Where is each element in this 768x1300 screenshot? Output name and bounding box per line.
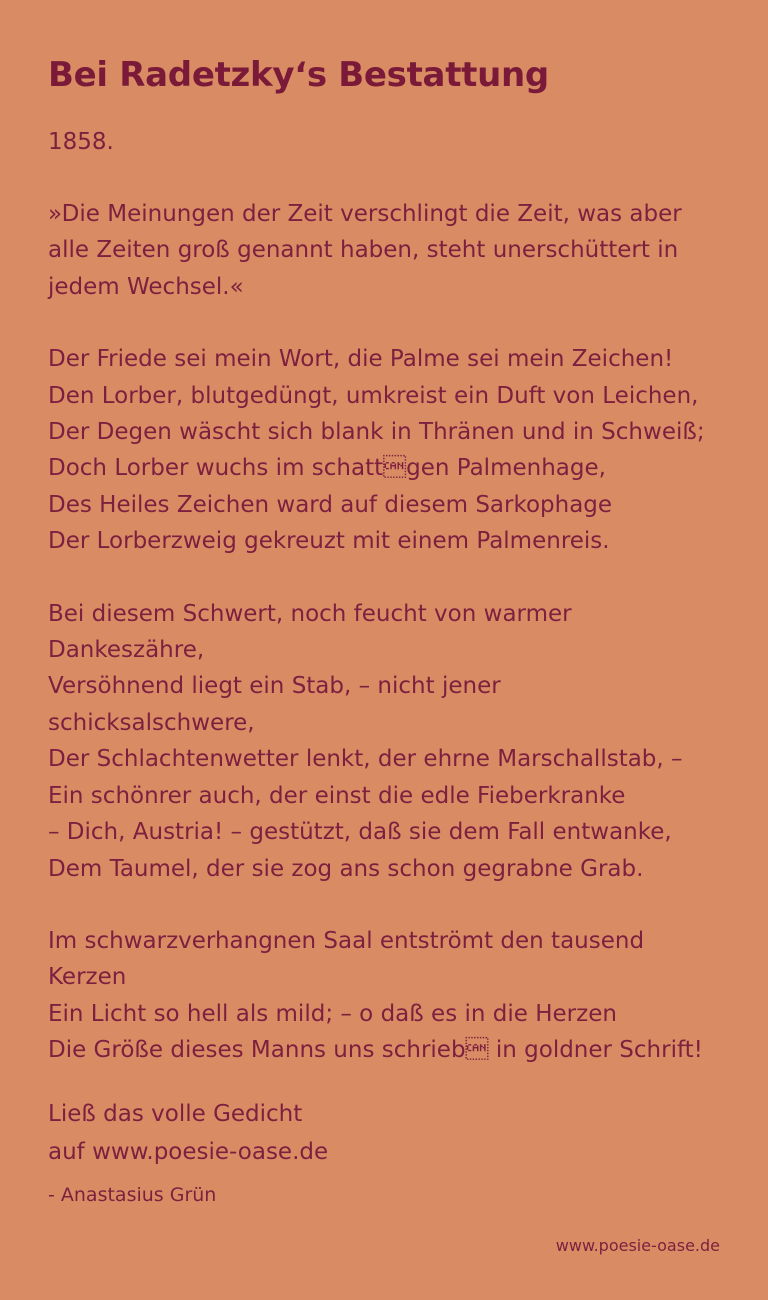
epigraph-line: »Die Meinungen der Zeit verschlingt die Zeit, was aber [48,201,682,227]
poem-line: Im schwarzverhangnen Saal entströmt den tausend [48,927,645,954]
epigraph [48,196,720,305]
poem-line: Bei diesem Schwert, noch feucht von warmer [48,600,572,627]
poem-line: Der Lorberzweig gekreuzt mit einem Palmenreis. [48,528,610,555]
poem-line: Versöhnend liegt ein Stab, – nicht jener [48,673,501,700]
poem-line: Ein Licht so hell als mild; – o daß es in die Herzen [48,1000,617,1027]
poem-line: Die Größe dieses Manns uns schrieb in goldner Schrift! [48,1037,703,1064]
poem-line: Dem Taumel, der sie zog ans schon gegrabne Grab. [48,855,644,882]
poem-line: Des Heiles Zeichen ward auf diesem Sarkophage [48,491,613,518]
poem-line: Dankeszähre, [48,637,205,664]
full-poem-note [48,1095,720,1171]
poem-line: Kerzen [48,964,127,991]
poem-line: Der Schlachtenwetter lenkt, der ehrne Marschallstab, – [48,746,683,773]
poem-year: 1858. [48,129,114,155]
epigraph-line: jedem Wechsel.« [48,273,244,300]
poem-line: Den Lorber, blutgedüngt, umkreist ein Duft von Leichen, [48,382,699,409]
poem-line: Der Degen wäscht sich blank in Thränen und in Schweiß; [48,419,705,446]
poem-line: schicksalschwere, [48,709,255,736]
stanza-3 [48,923,720,1069]
poem-title: Bei Radetzky‘s Bestattung [48,55,549,95]
poem-author: - Anastasius Grün [48,1183,217,1206]
stanza-1 [48,341,720,559]
footer-url: www.poesie-oase.de [555,1236,720,1255]
stanza-2 [48,596,720,887]
poem-line: – Dich, Austria! – gestützt, daß sie dem Fall entwanke, [48,819,672,846]
epigraph-line: alle Zeiten groß genannt haben, steht unerschüttert in [48,237,679,264]
poem-line: Ein schönrer auch, der einst die edle Fieberkranke [48,782,626,809]
poem-line: Doch Lorber wuchs im schattgen Palmenhage, [48,455,606,482]
promo-line: auf www.poesie-oase.de [48,1138,329,1165]
poem-line: Der Friede sei mein Wort, die Palme sei mein Zeichen! [48,346,674,373]
promo-line: Ließ das volle Gedicht [48,1100,303,1127]
